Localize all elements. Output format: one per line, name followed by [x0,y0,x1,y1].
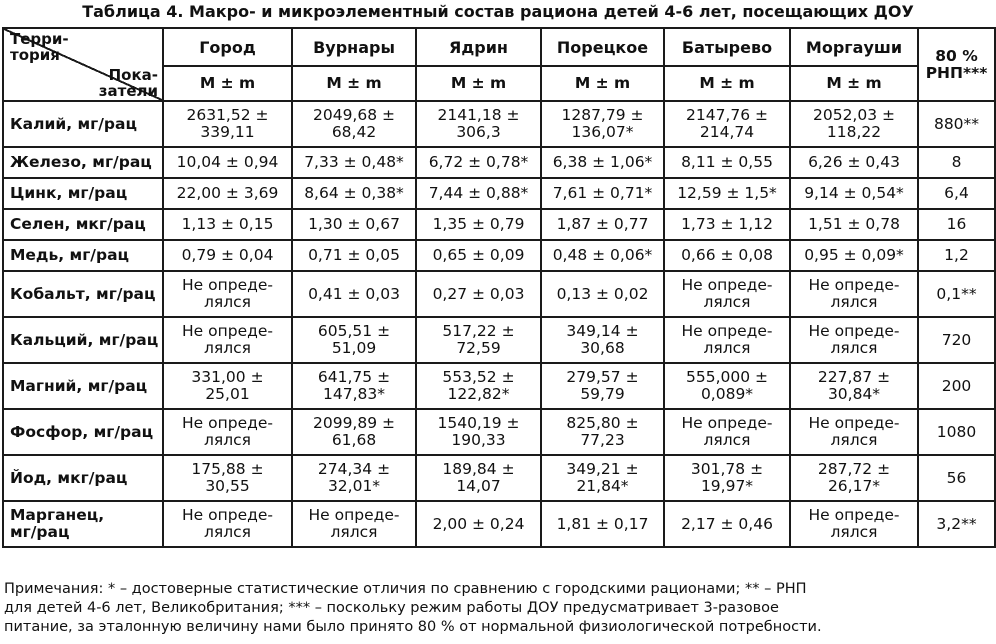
value-cell: 1,51 ± 0,78 [790,209,918,240]
value-cell: 0,65 ± 0,09 [416,240,541,271]
row-label: Йод, мкг/рац [3,455,163,501]
value-cell: 274,34 ± 32,01* [292,455,416,501]
value-cell: 2141,18 ± 306,3 [416,101,541,147]
value-cell: 605,51 ± 51,09 [292,317,416,363]
footnote-line: для детей 4-6 лет, Великобритания; *** – поскольку режим работы ДОУ предусматривает 3-разовое [4,600,779,616]
table-row [3,409,995,455]
rnp-value-cell: 3,2** [918,501,995,547]
value-cell: Не опреде- лялся [163,317,292,363]
row-label: Кальций, мг/рац [3,317,163,363]
value-cell: 331,00 ± 25,01 [163,363,292,409]
rnp-value-cell: 1080 [918,409,995,455]
value-cell: Не опреде- лялся [790,271,918,317]
value-cell: 349,21 ± 21,84* [541,455,664,501]
value-cell: 0,48 ± 0,06* [541,240,664,271]
header-city-vurnary: Вурнары [292,28,416,66]
value-cell: 7,61 ± 0,71* [541,178,664,209]
value-cell: 2147,76 ± 214,74 [664,101,790,147]
value-cell: 8,11 ± 0,55 [664,147,790,178]
value-cell: Не опреде- лялся [790,409,918,455]
value-cell: 553,52 ± 122,82* [416,363,541,409]
value-cell: 175,88 ± 30,55 [163,455,292,501]
value-cell: 0,95 ± 0,09* [790,240,918,271]
value-cell: 287,72 ± 26,17* [790,455,918,501]
value-cell: Не опреде- лялся [790,317,918,363]
row-label: Кобальт, мг/рац [3,271,163,317]
table-title: Таблица 4. Макро- и микроэлементный состав рациона детей 4-6 лет, посещающих ДОУ [82,2,914,21]
value-cell: 1,87 ± 0,77 [541,209,664,240]
table-row [3,363,995,409]
header-mm: M ± m [541,66,664,101]
header-city-batyrevo: Батырево [664,28,790,66]
table-row [3,209,995,240]
value-cell: 2052,03 ± 118,22 [790,101,918,147]
table-row [3,101,995,147]
value-cell: 7,44 ± 0,88* [416,178,541,209]
value-cell: 0,79 ± 0,04 [163,240,292,271]
table-row [3,455,995,501]
value-cell: 0,13 ± 0,02 [541,271,664,317]
header-mm: M ± m [664,66,790,101]
footnote-line: питание, за эталонную величину нами было принято 80 % от нормальной физиологической потребности. [4,619,822,635]
value-cell: Не опреде- лялся [790,501,918,547]
header-row-cities [3,28,995,66]
value-cell: Не опреде- лялся [664,409,790,455]
value-cell: 1287,79 ± 136,07* [541,101,664,147]
value-cell: Не опреде- лялся [163,409,292,455]
row-label: Фосфор, мг/рац [3,409,163,455]
value-cell: 227,87 ± 30,84* [790,363,918,409]
table-row [3,271,995,317]
value-cell: 8,64 ± 0,38* [292,178,416,209]
row-label: Железо, мг/рац [3,147,163,178]
value-cell: 1,73 ± 1,12 [664,209,790,240]
corner-territory-label: Терри- тория [10,30,69,64]
header-city-morgaushi: Моргауши [790,28,918,66]
value-cell: 6,38 ± 1,06* [541,147,664,178]
value-cell: 2049,68 ± 68,42 [292,101,416,147]
value-cell: 0,27 ± 0,03 [416,271,541,317]
row-label: Медь, мг/рац [3,240,163,271]
rnp-value-cell: 8 [918,147,995,178]
rnp-value-cell: 720 [918,317,995,363]
header-mm: M ± m [163,66,292,101]
value-cell: 6,72 ± 0,78* [416,147,541,178]
value-cell: 0,66 ± 0,08 [664,240,790,271]
value-cell: 22,00 ± 3,69 [163,178,292,209]
value-cell: 1,30 ± 0,67 [292,209,416,240]
value-cell: 9,14 ± 0,54* [790,178,918,209]
value-cell: Не опреде- лялся [163,271,292,317]
row-label: Цинк, мг/рац [3,178,163,209]
row-label: Калий, мг/рац [3,101,163,147]
value-cell: 1540,19 ± 190,33 [416,409,541,455]
rnp-value-cell: 200 [918,363,995,409]
value-cell: 7,33 ± 0,48* [292,147,416,178]
header-rnp: 80 % РНП*** [918,28,995,101]
table-row [3,178,995,209]
row-label: Марганец, мг/рац [3,501,163,547]
value-cell: 12,59 ± 1,5* [664,178,790,209]
value-cell: 2099,89 ± 61,68 [292,409,416,455]
table-row [3,240,995,271]
value-cell: Не опреде- лялся [664,317,790,363]
value-cell: 0,71 ± 0,05 [292,240,416,271]
value-cell: 10,04 ± 0,94 [163,147,292,178]
value-cell: 1,81 ± 0,17 [541,501,664,547]
value-cell: 1,35 ± 0,79 [416,209,541,240]
rnp-value-cell: 56 [918,455,995,501]
header-mm: M ± m [790,66,918,101]
rnp-value-cell: 880** [918,101,995,147]
rnp-value-cell: 16 [918,209,995,240]
header-mm: M ± m [416,66,541,101]
value-cell: 279,57 ± 59,79 [541,363,664,409]
corner-indicators-label: Пока- затели [98,66,158,100]
value-cell: 825,80 ± 77,23 [541,409,664,455]
table-row [3,501,995,547]
value-cell: 349,14 ± 30,68 [541,317,664,363]
value-cell: 189,84 ± 14,07 [416,455,541,501]
value-cell: 1,13 ± 0,15 [163,209,292,240]
value-cell: Не опреде- лялся [292,501,416,547]
rnp-value-cell: 0,1** [918,271,995,317]
row-label: Селен, мкг/рац [3,209,163,240]
table-row [3,147,995,178]
nutrient-table [2,27,996,548]
table-body [3,28,995,547]
header-city-poretskoe: Порецкое [541,28,664,66]
rnp-value-cell: 6,4 [918,178,995,209]
row-label: Магний, мг/рац [3,363,163,409]
value-cell: 555,000 ± 0,089* [664,363,790,409]
header-city-gorod: Город [163,28,292,66]
header-mm: M ± m [292,66,416,101]
rnp-value-cell: 1,2 [918,240,995,271]
value-cell: 6,26 ± 0,43 [790,147,918,178]
table-row [3,317,995,363]
footnotes [4,580,994,637]
header-city-yadrin: Ядрин [416,28,541,66]
value-cell: 517,22 ± 72,59 [416,317,541,363]
value-cell: 301,78 ± 19,97* [664,455,790,501]
value-cell: 2,17 ± 0,46 [664,501,790,547]
value-cell: 641,75 ± 147,83* [292,363,416,409]
value-cell: Не опреде- лялся [664,271,790,317]
value-cell: 2631,52 ± 339,11 [163,101,292,147]
value-cell: Не опреде- лялся [163,501,292,547]
footnote-line: Примечания: * – достоверные статистические отличия по сравнению с городскими рационами; ** – РНП [4,581,807,597]
value-cell: 2,00 ± 0,24 [416,501,541,547]
value-cell: 0,41 ± 0,03 [292,271,416,317]
corner-cell [3,28,163,101]
